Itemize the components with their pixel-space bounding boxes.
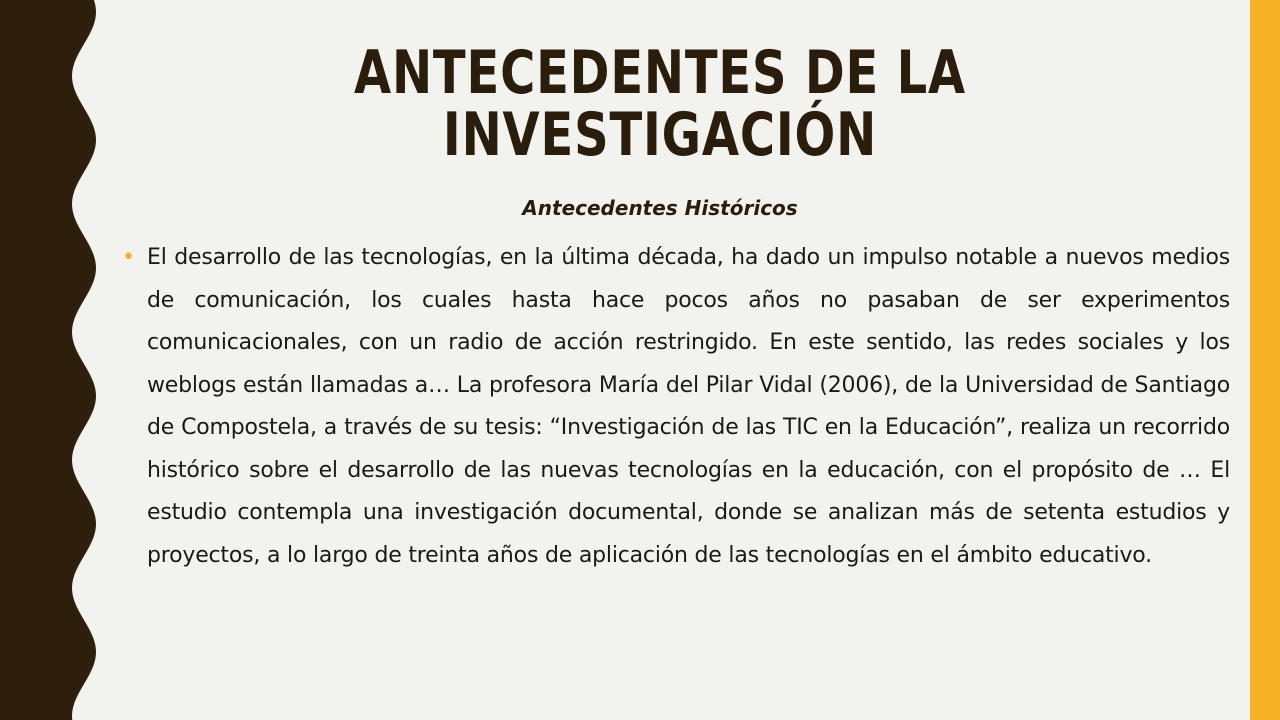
slide-title: ANTECEDENTES DE LA INVESTIGACIÓN (354, 38, 966, 170)
bullet-list (120, 237, 1230, 577)
wave-shape (0, 0, 96, 720)
bullet-item (120, 237, 1230, 577)
right-accent-stripe (1250, 0, 1280, 720)
bullet-icon: • (122, 245, 135, 270)
bullet-text: El desarrollo de las tecnologías, en la última década, ha dado un impulso notable a nuevos medios de comunicación, los cuales hasta hace pocos años no pasaban de ser experimentos comunicacionales, con un radio de acción restringido. En este sentido, las redes sociales y los weblogs están llamadas a… La profesora María del Pilar Vidal (2006), de la Universidad de Santiago de Compostela, a través de su tesis: “Investigación de las TIC en la Educación”, realiza un recorrido histórico sobre el desarrollo de las nuevas tecnologías en la educación, con el propósito de … El estudio contempla una investigación documental, donde se analizan más de setenta estudios y proyectos, a lo largo de treinta años de aplicación de las tecnologías en el ámbito educativo. (147, 245, 1230, 568)
slide-subtitle: Antecedentes Históricos (522, 196, 798, 220)
wavy-left-border (0, 0, 110, 720)
